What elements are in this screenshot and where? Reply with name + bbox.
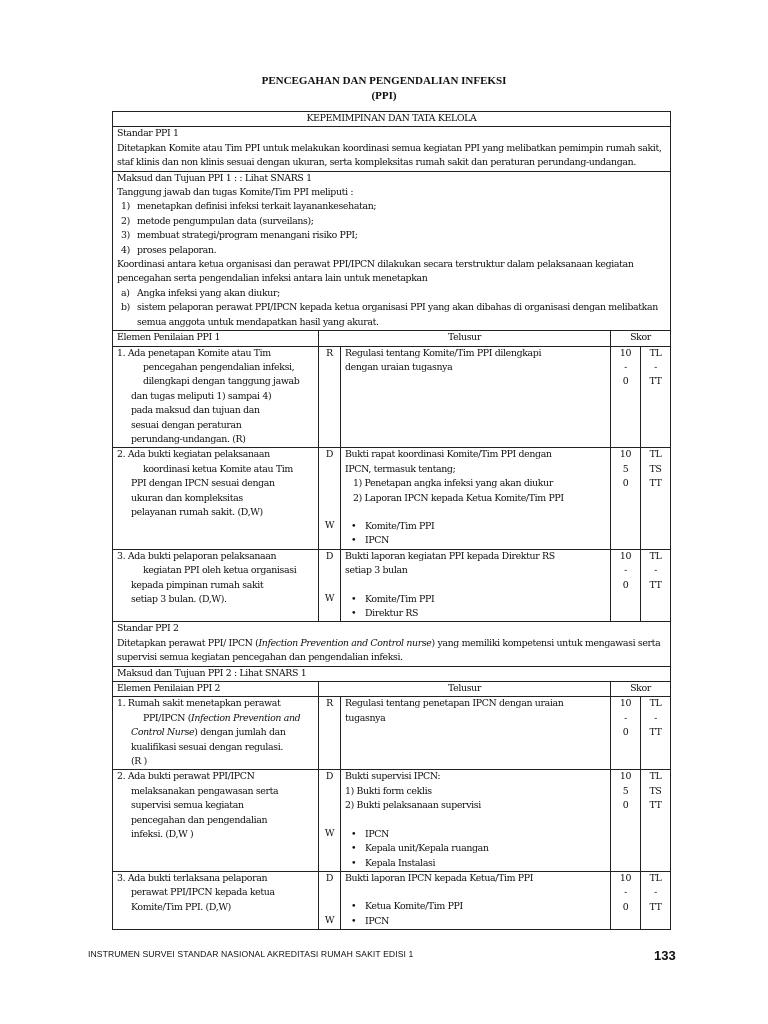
score-labels: TL - TT <box>641 697 671 770</box>
section-header: KEPEMIMPINAN DAN TATA KELOLA <box>113 112 671 127</box>
list-item: • Kepala Instalasi <box>351 857 436 869</box>
list-item: • Komite/Tim PPI <box>351 520 435 532</box>
score-labels: TL - TT <box>641 346 671 448</box>
score-labels: TL - TT <box>641 871 671 929</box>
list-item: • IPCN <box>351 535 389 547</box>
score-labels: TL - TT <box>641 549 671 622</box>
page-footer: INSTRUMEN SURVEI STANDAR NASIONAL AKREDITASI RUMAH SAKIT EDISI 1 <box>88 949 414 959</box>
standard-text: Ditetapkan perawat PPI/ IPCN (Infection Prevention and Control nurse) yang memiliki kompetensi untuk mengawasi serta supervisi semua kegiatan pencegahan dan pengendalian infeksi. <box>117 637 661 664</box>
score-labels: TL TS TT <box>641 770 671 871</box>
list-item: • Komite/Tim PPI <box>351 593 435 605</box>
telusur-text: Bukti laporan kegiatan PPI kepada Direktur RS setiap 3 bulan • Komite/Tim PPI • Direktur RS <box>341 549 611 622</box>
list-item: • IPCN <box>351 915 389 927</box>
ep-text: 3. Ada bukti terlaksana pelaporan perawat PPI/IPCN kepada ketua Komite/Tim PPI. (D,W) <box>113 871 319 929</box>
col-header-ep: Elemen Penilaian PPI 2 <box>113 682 319 697</box>
score-labels: TL TS TT <box>641 448 671 549</box>
score-values: 10 - 0 <box>611 871 641 929</box>
title-line-1: PENCEGAHAN DAN PENGENDALIAN INFEKSI <box>261 75 507 87</box>
list-item: • IPCN <box>351 828 389 840</box>
score-values: 10 - 0 <box>611 549 641 622</box>
list-item: • Ketua Komite/Tim PPI <box>351 901 463 913</box>
score-values: 10 5 0 <box>611 770 641 871</box>
ep-text: 2. Ada bukti perawat PPI/IPCN melaksanakan pengawasan serta supervisi semua kegiatan pencegahan dan pengendalian infeksi. (D,W ) <box>113 770 319 871</box>
list-item: a) Angka infeksi yang akan diukur; <box>121 287 280 299</box>
doc-code: D W <box>319 549 341 622</box>
standards-table <box>112 111 670 930</box>
col-header-skor: Skor <box>611 331 671 346</box>
col-header-telusur: Telusur <box>319 682 611 697</box>
telusur-text: Regulasi tentang Komite/Tim PPI dilengkapi dengan uraian tugasnya <box>341 346 611 448</box>
doc-code: D W <box>319 770 341 871</box>
col-header-telusur: Telusur <box>319 331 611 346</box>
list-item: b) sistem pelaporan perawat PPI/IPCN kepada ketua organisasi PPI yang akan dibahas di organisasi dengan melibatkan semua anggota untuk mendapatkan hasil yang akurat. <box>121 302 658 328</box>
doc-code: D W <box>319 448 341 549</box>
col-header-ep: Elemen Penilaian PPI 1 <box>113 331 319 346</box>
purpose-intro: Tanggung jawab dan tugas Komite/Tim PPI meliputi : <box>117 187 354 199</box>
purpose-title: Maksud dan Tujuan PPI 1 : : Lihat SNARS 1 <box>117 172 312 184</box>
telusur-text: Bukti supervisi IPCN: 1) Bukti form ceklis 2) Bukti pelaksanaan supervisi • IPCN • Kepala unit/Kepala ruangan • Kepala Instalasi <box>341 770 611 871</box>
telusur-text: Bukti laporan IPCN kepada Ketua/Tim PPI • Ketua Komite/Tim PPI • IPCN <box>341 871 611 929</box>
purpose-ppi-1 <box>113 171 671 330</box>
table-row <box>113 770 671 871</box>
score-values: 10 - 0 <box>611 697 641 770</box>
table-row <box>113 871 671 929</box>
col-header-skor: Skor <box>611 682 671 697</box>
table-row <box>113 448 671 549</box>
standard-label: Standar PPI 2 <box>117 623 179 635</box>
ep-text: 1. Ada penetapan Komite atau Tim pencegahan pengendalian infeksi, dilengkapi dengan tanggung jawab dan tugas meliputi 1) sampai 4) pada maksud dan tujuan dan sesuai dengan peraturan perundang-undangan. (R) <box>113 346 319 448</box>
table-row <box>113 549 671 622</box>
ep-text: 3. Ada bukti pelaporan pelaksanaan kegiatan PPI oleh ketua organisasi kepada pimpinan rumah sakit setiap 3 bulan. (D,W). <box>113 549 319 622</box>
list-item: 1) menetapkan definisi infeksi terkait layanankesehatan; <box>121 201 377 213</box>
standard-text: Ditetapkan Komite atau Tim PPI untuk melakukan koordinasi semua kegiatan PPI yang melibatkan pemimpin rumah sakit, staf klinis dan non klinis sesuai dengan ukuran, serta kompleksitas rumah sakit dan peraturan perundang-undangan. <box>117 142 662 169</box>
telusur-text: Regulasi tentang penetapan IPCN dengan uraian tugasnya <box>341 697 611 770</box>
doc-code: R <box>319 697 341 770</box>
list-item: • Kepala unit/Kepala ruangan <box>351 843 489 855</box>
table-row <box>113 346 671 448</box>
score-values: 10 - 0 <box>611 346 641 448</box>
list-item: • Direktur RS <box>351 608 419 619</box>
telusur-text: Bukti rapat koordinasi Komite/Tim PPI dengan IPCN, termasuk tentang; 1) Penetapan angka infeksi yang akan diukur 2) Laporan IPCN kepada Ketua Komite/Tim PPI • Komite/Tim PPI • IPCN <box>341 448 611 549</box>
table-row <box>113 697 671 770</box>
list-item: 4) proses pelaporan. <box>121 244 217 256</box>
doc-code: R <box>319 346 341 448</box>
page-number: 133 <box>654 948 676 963</box>
score-values: 10 5 0 <box>611 448 641 549</box>
ep-text: 2. Ada bukti kegiatan pelaksanaan koordinasi ketua Komite atau Tim PPI dengan IPCN sesuai dengan ukuran dan kompleksitas pelayanan rumah sakit. (D,W) <box>113 448 319 549</box>
title-line-2: (PPI) <box>371 90 397 102</box>
standard-label: Standar PPI 1 <box>117 128 179 140</box>
purpose-ppi-2: Maksud dan Tujuan PPI 2 : Lihat SNARS 1 <box>113 666 671 681</box>
list-item: 2) metode pengumpulan data (surveilans); <box>121 215 314 227</box>
list-item: 3) membuat strategi/program menangani risiko PPI; <box>121 230 358 242</box>
doc-code: D W <box>319 871 341 929</box>
standard-ppi-2 <box>113 622 671 666</box>
purpose-paragraph: Koordinasi antara ketua organisasi dan perawat PPI/IPCN dilakukan secara terstruktur dalam pelaksanaan kegiatan pencegahan serta pengendalian infeksi antara lain untuk menetapkan <box>117 259 634 285</box>
standard-ppi-1 <box>113 127 671 171</box>
ep-text: 1. Rumah sakit menetapkan perawat PPI/IPCN (Infection Prevention and Control Nurse) dengan jumlah dan kualifikasi sesuai dengan regulasi. (R ) <box>113 697 319 770</box>
document-title <box>0 74 768 104</box>
